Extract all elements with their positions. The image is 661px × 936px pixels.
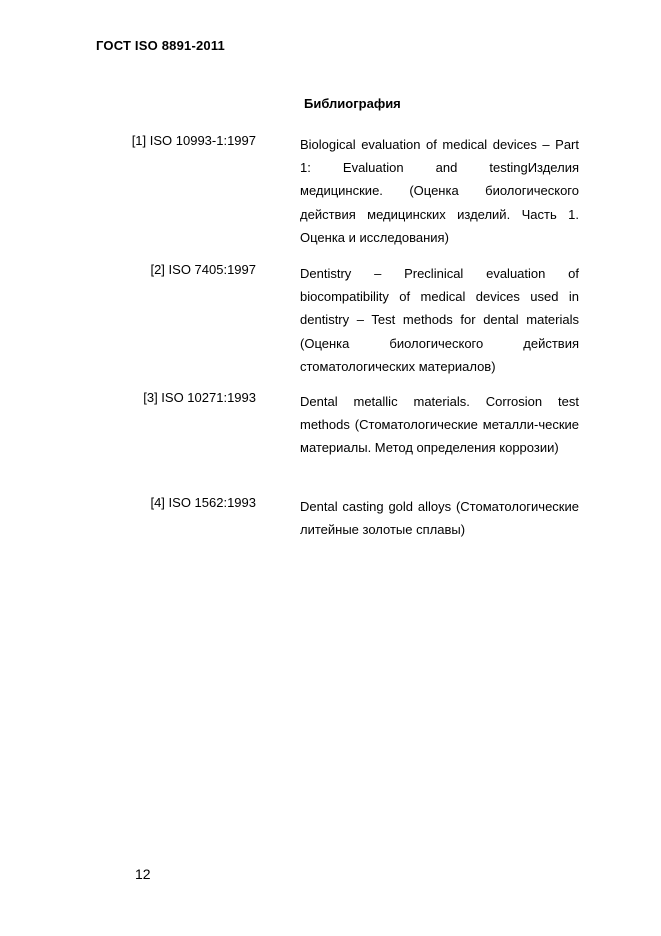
reference-id: [4] ISO 1562:1993 (150, 495, 256, 510)
reference-text: Dental metallic materials. Corrosion test methods (Стоматологические металли-ческие материалы. Метод определения коррозии) (300, 394, 579, 456)
reference-text: Biological evaluation of medical devices – Part 1: Evaluation and testingИзделия медицинские. (Оценка биологического действия медицинских изделий. Часть 1. Оценка и исследования) (300, 137, 579, 245)
reference-text: Dentistry – Preclinical evaluation of biocompatibility of medical devices used in dentistry – Test methods for dental materials (Оценка биологического действия стоматологических материалов) (300, 266, 579, 374)
reference-id: [2] ISO 7405:1997 (150, 262, 256, 277)
document-header: ГОСТ ISO 8891-2011 (96, 38, 225, 53)
reference-id: [3] ISO 10271:1993 (143, 390, 256, 405)
bibliography-title: Библиография (304, 96, 401, 111)
reference-text: Dental casting gold alloys (Стоматологические литейные золотые сплавы) (300, 499, 579, 538)
reference-id: [1] ISO 10993-1:1997 (131, 133, 256, 148)
page-number: 12 (135, 866, 151, 882)
